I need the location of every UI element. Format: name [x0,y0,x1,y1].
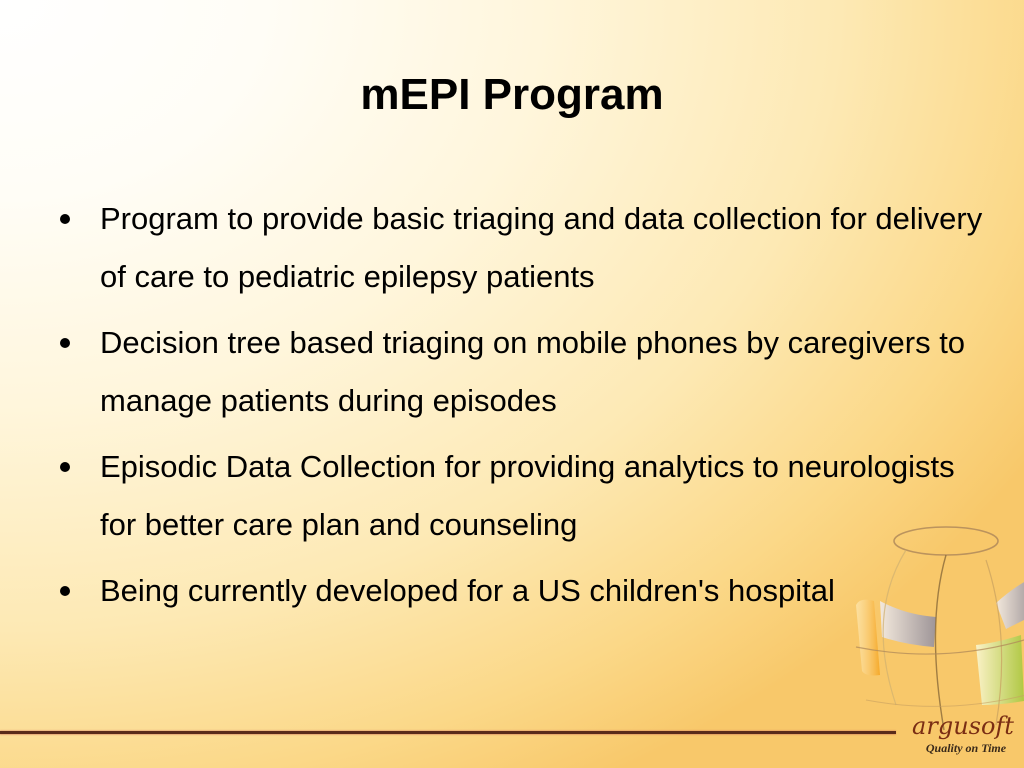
bullet-item [56,438,986,554]
slide-title: mEPI Program [360,70,664,119]
bullet-item [56,314,986,430]
bullet-dot-icon [60,214,70,224]
bullet-text: Decision tree based triaging on mobile phones by caregivers to manage patients during episodes [100,325,966,418]
bullet-dot-icon [60,586,70,596]
argusoft-logo [902,714,1024,756]
bullet-dot-icon [60,338,70,348]
logo-tagline: Quality on Time [925,741,1007,755]
bullet-text: Being currently developed for a US children's hospital [100,573,835,608]
bullet-dot-icon [60,462,70,472]
bullet-item [56,562,986,620]
bullet-text: Program to provide basic triaging and data collection for delivery of care to pediatric epilepsy patients [100,201,983,294]
bullet-list [56,190,986,628]
bullet-item [56,190,986,306]
logo-name: argusoft [912,712,1014,740]
footer-divider [0,731,896,734]
bullet-text: Episodic Data Collection for providing analytics to neurologists for better care plan and counseling [100,449,955,542]
